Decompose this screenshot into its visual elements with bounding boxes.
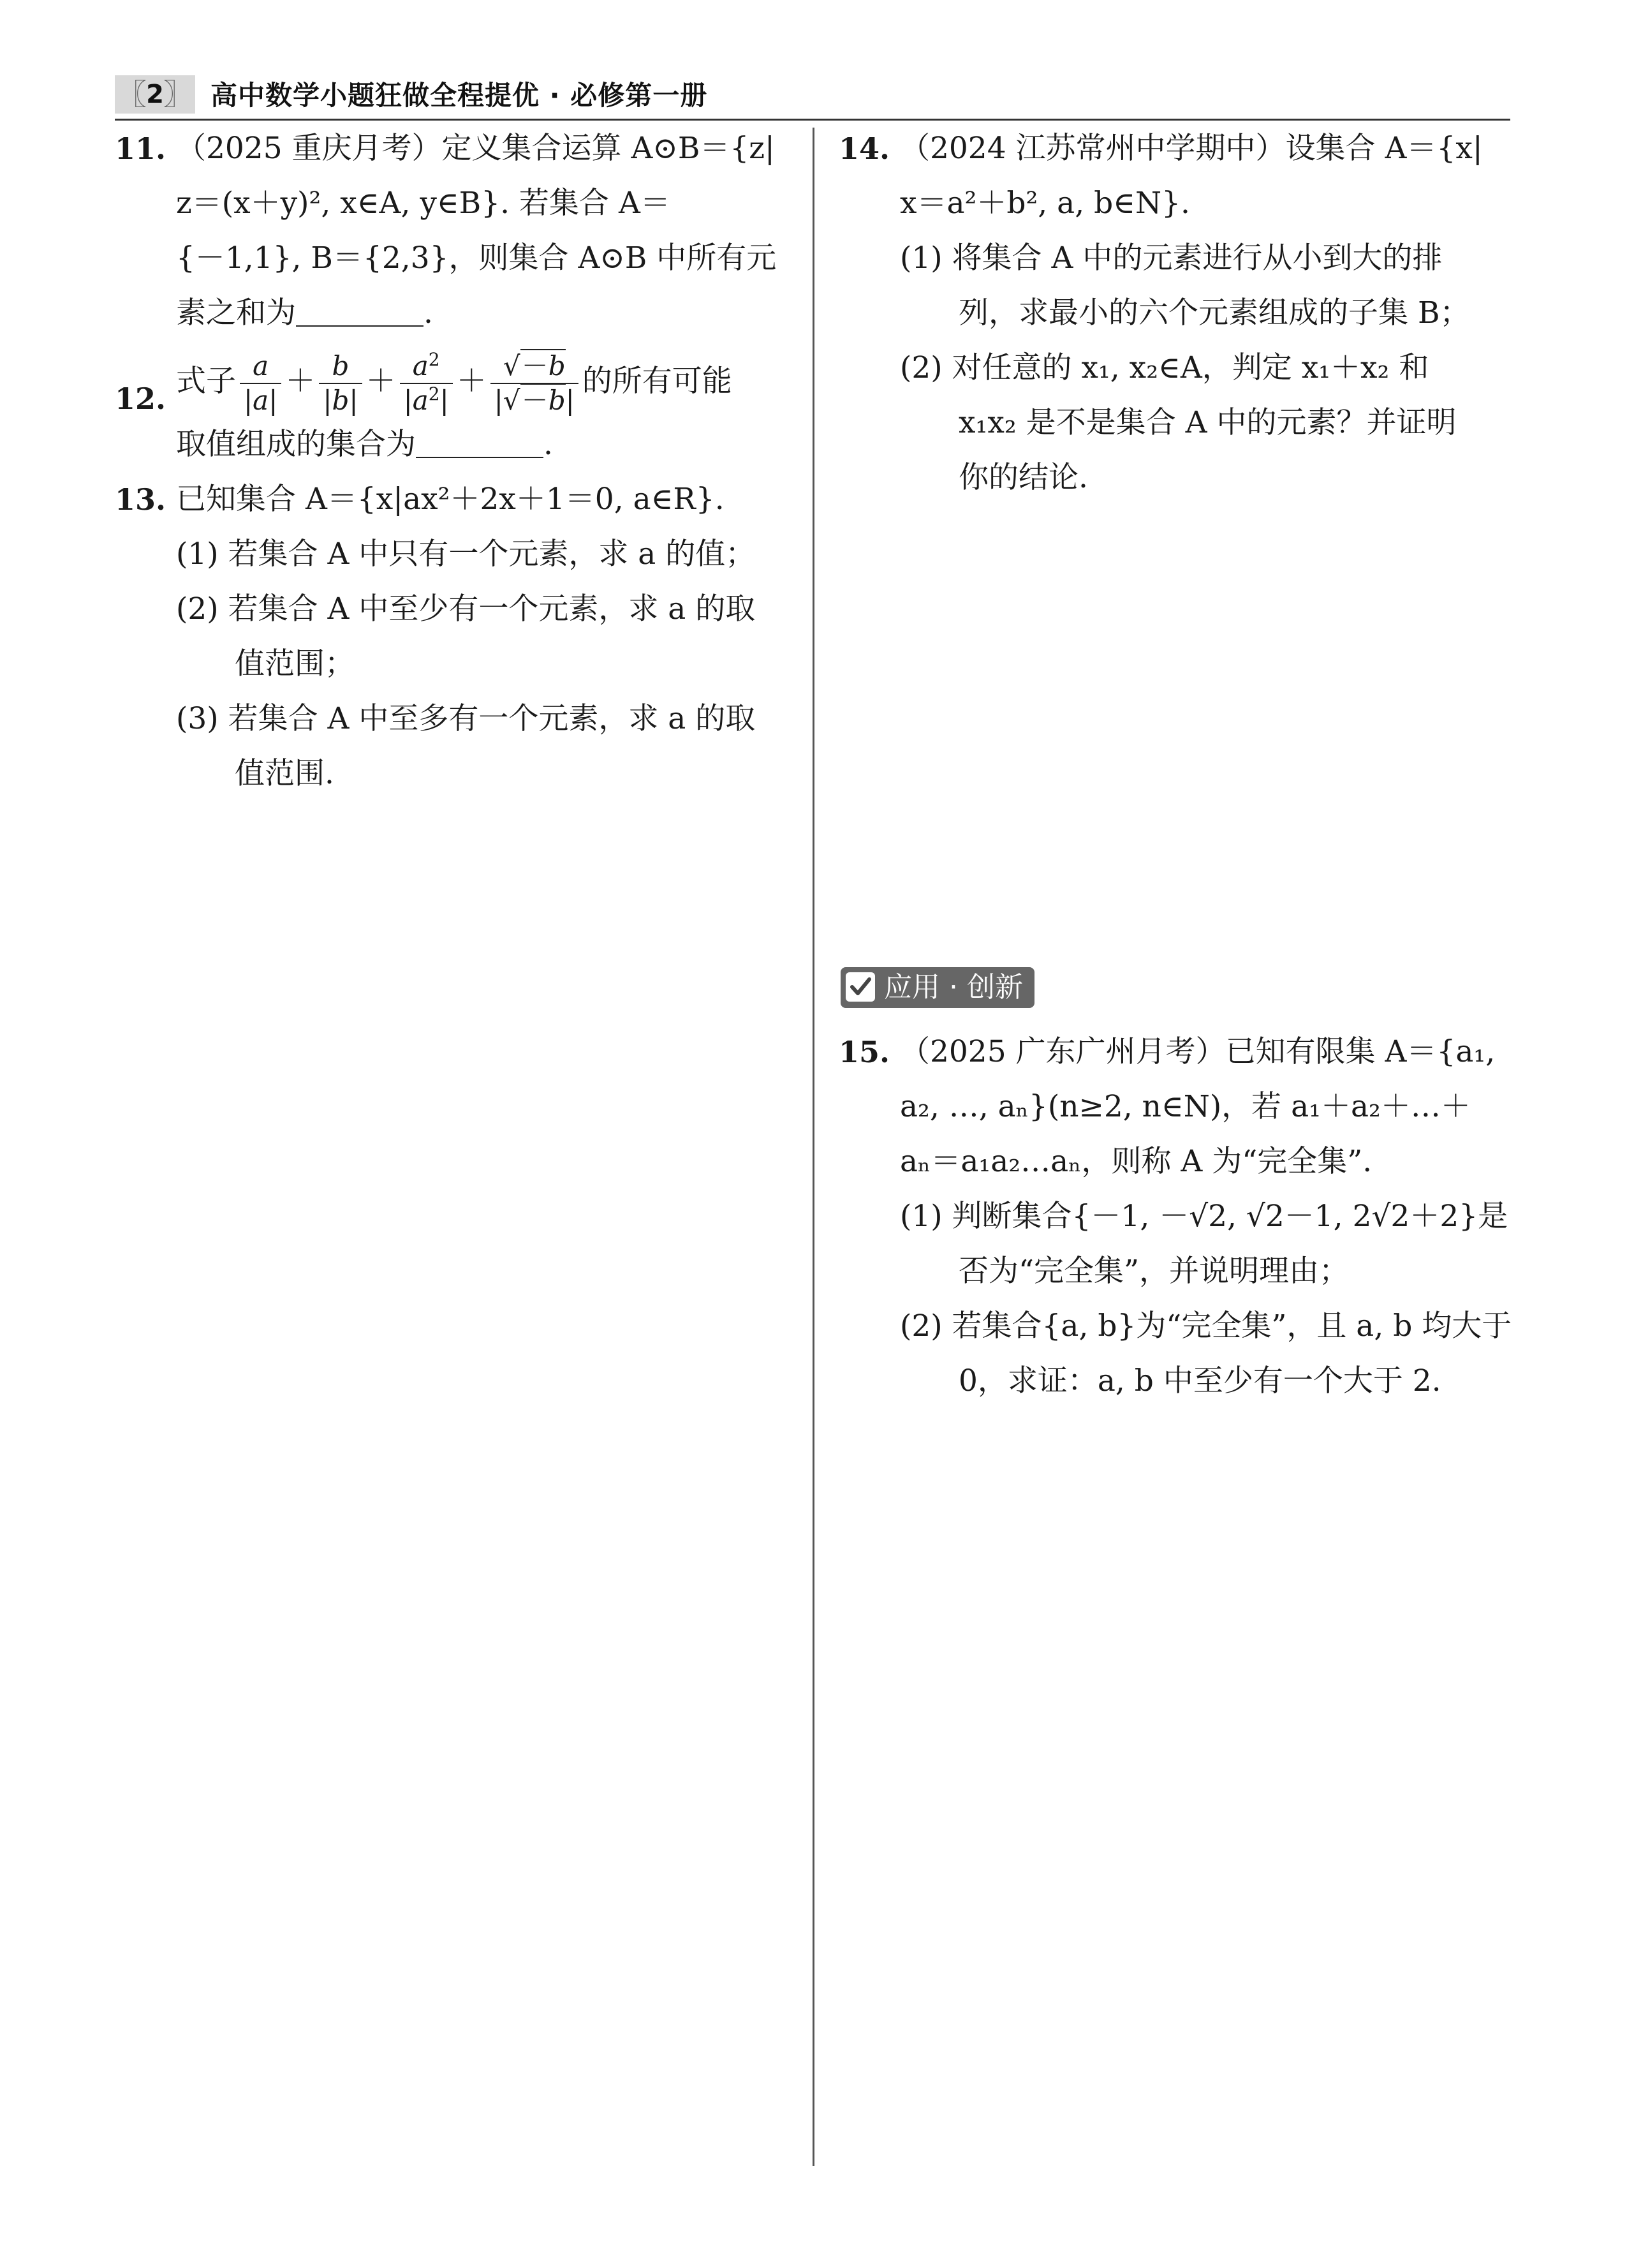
page-number: 2 <box>146 80 164 109</box>
section-tag <box>841 967 1034 1008</box>
sub-question-2: (2) 若集合{a, b}为“完全集”，且 a, b 均大于 <box>900 1308 1512 1344</box>
sub-question-1: (1) 判断集合{－1, －√2, √2－1, 2√2＋2}是 <box>900 1199 1508 1234</box>
problem-line: 式子 $\frac{a}{|a|}$ ＋ $\frac{b}{|b|}$ ＋ $\frac{a^2}{|a^2|}$ ＋ $\frac{√-b}{|√-b|}$ 的所有可能 <box>176 349 732 416</box>
problem-line: aₙ＝a₁a₂…aₙ，则称 A 为“完全集”. <box>900 1144 1373 1179</box>
problem-line <box>176 417 791 472</box>
problem-number: 14. <box>839 131 890 166</box>
problem-15 <box>839 1025 1515 1409</box>
problem-line: z＝(x＋y)², x∈A, y∈B}. 若集合 A＝ <box>176 186 670 221</box>
fraction-b: $\frac{b}{|b|}$ <box>319 350 362 417</box>
problem-line: a₂, …, aₙ}(n≥2, n∈N)，若 a₁＋a₂＋…＋ <box>900 1089 1471 1124</box>
sub-question-2: (2) 若集合 A 中至少有一个元素，求 a 的取 <box>176 591 756 626</box>
problem-line: （2024 江苏常州中学期中）设集合 A＝{x| <box>900 131 1483 166</box>
problem-number: 11. <box>115 131 166 166</box>
problem-text: . <box>543 427 553 462</box>
sub-question-1: (1) 将集合 A 中的元素进行从小到大的排 <box>900 241 1443 276</box>
sub-question-1-cont: 列，求最小的六个元素组成的子集 B； <box>959 295 1470 330</box>
sub-question-3: (3) 若集合 A 中至多有一个元素，求 a 的取 <box>176 701 756 736</box>
sub-question-2-cont: x₁x₂ 是不是集合 A 中的元素？并证明 <box>959 405 1457 440</box>
sub-question-2-cont: 值范围； <box>235 646 355 681</box>
sub-question-1-cont: 否为“完全集”，并说明理由； <box>959 1254 1350 1289</box>
problem-text: 式子 <box>176 364 236 399</box>
sub-question-2-cont: 你的结论. <box>959 460 1088 495</box>
right-bracket-icon: 〗 <box>163 77 193 112</box>
problem-line: （2025 重庆月考）定义集合运算 A⊙B＝{z| <box>176 131 775 166</box>
section-title: 应用 · 创新 <box>884 971 1023 1004</box>
problem-line: x＝a²＋b², a, b∈N}. <box>900 186 1190 221</box>
problem-12 <box>115 346 791 472</box>
sub-question-2: (2) 对任意的 x₁, x₂∈A，判定 x₁＋x₂ 和 <box>900 350 1429 385</box>
problem-14 <box>839 121 1515 505</box>
problem-number: 15. <box>839 1035 890 1069</box>
problem-13 <box>115 472 791 801</box>
left-bracket-icon: 〖 <box>117 77 147 112</box>
answer-blank[interactable] <box>416 431 543 458</box>
problem-text: 取值组成的集合为 <box>176 427 416 462</box>
sub-question-2-cont: 0，求证：a, b 中至少有一个大于 2. <box>959 1363 1441 1398</box>
fraction-a: $\frac{a}{|a|}$ <box>240 350 281 417</box>
header-rule <box>115 119 1510 121</box>
problem-number: 13. <box>115 482 166 517</box>
problem-line <box>176 286 791 341</box>
page-number-box <box>115 75 195 114</box>
right-column <box>839 121 1515 505</box>
sub-question-1: (1) 若集合 A 中只有一个元素，求 a 的值； <box>176 537 756 572</box>
problem-line: 已知集合 A＝{x|ax²＋2x＋1＝0, a∈R}. <box>176 482 725 517</box>
answer-blank[interactable] <box>296 300 423 327</box>
fraction-sqrt-neg-b: $\frac{√-b}{|√-b|}$ <box>490 350 578 417</box>
checkbox-check-icon <box>846 972 875 1002</box>
sub-question-3-cont: 值范围. <box>235 756 334 791</box>
fraction-a-squared: $\frac{a^2}{|a^2|}$ <box>400 350 453 417</box>
problem-text: 的所有可能 <box>582 364 732 399</box>
problem-text: 素之和为 <box>176 295 296 330</box>
problem-line: {－1,1}, B＝{2,3}，则集合 A⊙B 中所有元 <box>176 241 777 276</box>
problem-text: . <box>423 295 433 330</box>
problem-line: （2025 广东广州月考）已知有限集 A＝{a₁, <box>900 1034 1496 1069</box>
left-column <box>115 121 791 801</box>
right-column-lower <box>839 1025 1515 1409</box>
book-title: 高中数学小题狂做全程提优 · 必修第一册 <box>210 80 708 111</box>
column-divider <box>813 128 814 2166</box>
problem-11 <box>115 121 791 341</box>
problem-number: 12. <box>115 382 166 416</box>
page-header <box>115 75 1505 121</box>
